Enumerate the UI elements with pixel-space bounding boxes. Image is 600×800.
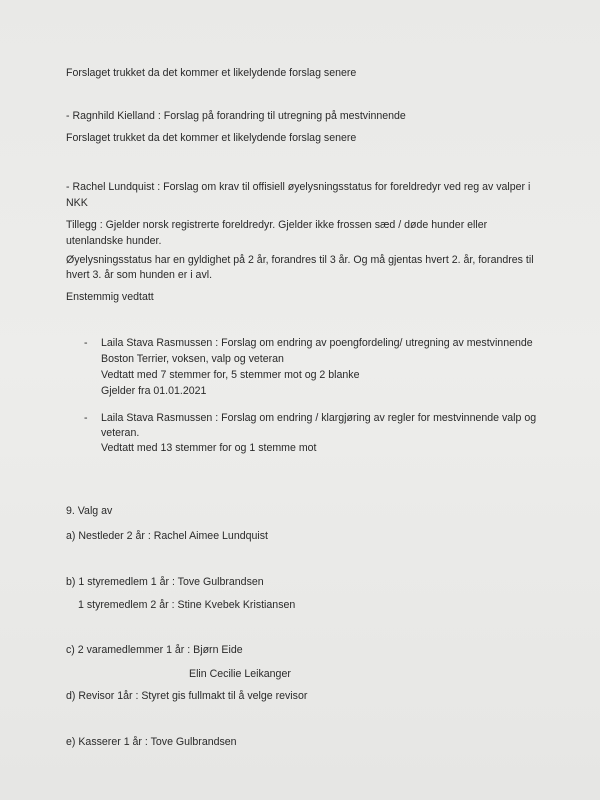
addendum-line-1: Tillegg : Gjelder norsk registrerte foreldredyr. Gjelder ikke frossen sæd / døde hunder eller bbox=[66, 219, 488, 231]
unanimous-adopted: Enstemmig vedtatt bbox=[66, 291, 154, 303]
election-item-a: a) Nestleder 2 år : Rachel Aimee Lundquist bbox=[66, 530, 268, 542]
election-item-e: e) Kasserer 1 år : Tove Gulbrandsen bbox=[66, 736, 237, 748]
paragraph-withdrawn-2: Forslaget trukket da det kommer et likelydende forslag senere bbox=[66, 132, 357, 144]
bullet-2-line: Vedtatt med 13 stemmer for og 1 stemme mot bbox=[101, 442, 317, 454]
bullet-item-1 bbox=[101, 336, 533, 398]
election-heading: 9. Valg av bbox=[66, 505, 113, 517]
bullet-dash: - bbox=[84, 337, 88, 349]
proposal-ragnhild: - Ragnhild Kielland : Forslag på forandring til utregning på mestvinnende bbox=[66, 110, 406, 122]
addendum-line-2: utenlandske hunder. bbox=[66, 235, 162, 247]
bullet-1-line: Laila Stava Rasmussen : Forslag om endring av poengfordeling/ utregning av mestvinnende bbox=[101, 337, 533, 349]
paragraph-withdrawn-1: Forslaget trukket da det kommer et likelydende forslag senere bbox=[66, 67, 357, 79]
election-item-c2: Elin Cecilie Leikanger bbox=[189, 668, 291, 680]
status-line-2: hvert 3. år som hunden er i avl. bbox=[66, 269, 213, 281]
election-item-c1: c) 2 varamedlemmer 1 år : Bjørn Eide bbox=[66, 644, 243, 656]
election-item-b2: 1 styremedlem 2 år : Stine Kvebek Kristiansen bbox=[78, 599, 296, 611]
bullet-1-line: Boston Terrier, voksen, valp og veteran bbox=[101, 353, 284, 365]
election-item-b1: b) 1 styremedlem 1 år : Tove Gulbrandsen bbox=[66, 576, 264, 588]
status-line-1: Øyelysningsstatus har en gyldighet på 2 år, forandres til 3 år. Og må gjentas hvert 2. år, forandres til bbox=[66, 254, 534, 266]
bullet-dash: - bbox=[84, 412, 88, 424]
proposal-rachel-line-1: - Rachel Lundquist : Forslag om krav til offisiell øyelysningsstatus for foreldredyr ved reg av valper i bbox=[66, 181, 531, 193]
bullet-2-line: Laila Stava Rasmussen : Forslag om endring / klargjøring av regler for mestvinnende valp og bbox=[101, 412, 537, 424]
bullet-1-line: Vedtatt med 7 stemmer for, 5 stemmer mot og 2 blanke bbox=[101, 369, 360, 381]
election-item-d: d) Revisor 1år : Styret gis fullmakt til å velge revisor bbox=[66, 690, 308, 702]
bullet-2-line: veteran. bbox=[101, 427, 140, 439]
bullet-1-line: Gjelder fra 01.01.2021 bbox=[101, 385, 207, 397]
proposal-rachel-line-2: NKK bbox=[66, 197, 88, 209]
bullet-item-2 bbox=[101, 411, 536, 455]
